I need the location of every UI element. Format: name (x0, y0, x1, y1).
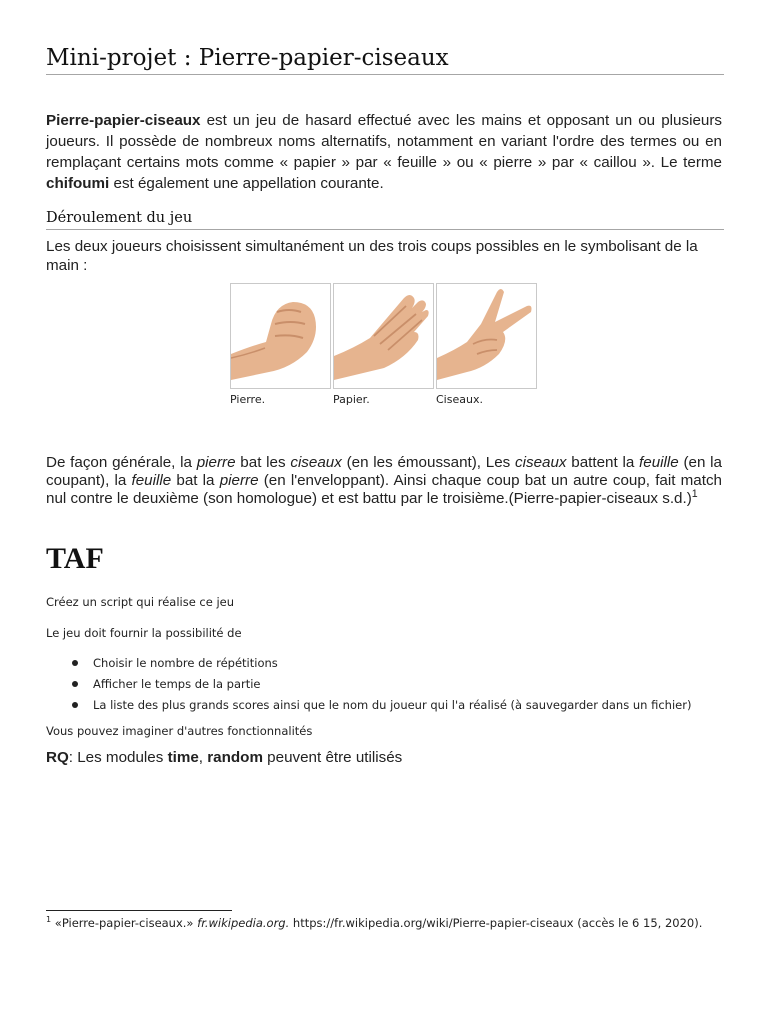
footnote-divider (46, 910, 232, 911)
pierre-caption: Pierre. (230, 393, 266, 406)
bullet-item: Choisir le nombre de répétitions (93, 656, 278, 670)
ciseaux-image (436, 283, 537, 389)
rules-paragraph: De façon générale, la pierre bat les ciseaux (en les émoussant), Les ciseaux battent la feuille (en la coupant), la feuille bat la pierre (en l'enveloppant). Ainsi chaque coup bat un autre coup, fait match nul contre le deuxième (son homologue) et est battu par le troisième.(Pierre-papier-ciseaux s.d.)$^1$ (46, 454, 723, 507)
ciseaux-caption: Ciseaux. (436, 393, 483, 406)
papier-caption: Papier. (333, 393, 370, 406)
bullet-dot (72, 702, 78, 708)
section-paragraph: Les deux joueurs choisissent simultanément un des trois coups possibles en le symbolisant de la main : (46, 238, 698, 274)
section-heading: Déroulement du jeu (46, 208, 724, 230)
bullet-dot (72, 681, 78, 687)
footnote: $^1$ «Pierre-papier-ciseaux.» fr.wikipedia.org. https://fr.wikipedia.org/wiki/Pierre-papier-ciseaux (accès le 6 15, 2020). (46, 915, 703, 930)
task-line-1: Créez un script qui réalise ce jeu (46, 595, 235, 609)
papier-image (333, 283, 434, 389)
intro-paragraph: Pierre-papier-ciseaux est un jeu de hasard effectué avec les mains et opposant un ou plusieurs joueurs. Il possède de nombreux noms alternatifs, notamment en variant l'ordre des termes ou en remplaçant certains mots comme « papier » par « feuille » ou « pierre » par « caillou ». Le terme chifoumi est également une appellation courante. (46, 112, 722, 192)
page-title: Mini-projet : Pierre-papier-ciseaux (46, 44, 724, 75)
footnote-ref[interactable]: 1 (691, 487, 698, 500)
flat-hand-icon (334, 284, 433, 388)
bullet-item: Afficher le temps de la partie (93, 677, 261, 691)
jeu-link[interactable]: jeu (255, 112, 277, 129)
bullet-item: La liste des plus grands scores ainsi que le nom du joueur qui l'a réalisé (à sauvegarder dans un fichier) (93, 698, 692, 712)
chifoumi-term: chifoumi (46, 175, 110, 192)
task-line-3: Vous pouvez imaginer d'autres fonctionnalités (46, 724, 313, 738)
rq-note: RQ: Les modules time, random peuvent être utilisés (46, 749, 403, 766)
fist-hand-icon (231, 284, 330, 388)
taf-heading: TAF (46, 542, 104, 575)
bullet-dot (72, 660, 78, 666)
v-sign-hand-icon (437, 284, 536, 388)
pierre-image (230, 283, 331, 389)
footnote-url[interactable]: https://fr.wikipedia.org/wiki/Pierre-papier-ciseaux (accès le 6 15, 2020). (289, 916, 703, 930)
intro-term: Pierre-papier-ciseaux (46, 112, 201, 129)
task-line-2: Le jeu doit fournir la possibilité de (46, 626, 242, 640)
